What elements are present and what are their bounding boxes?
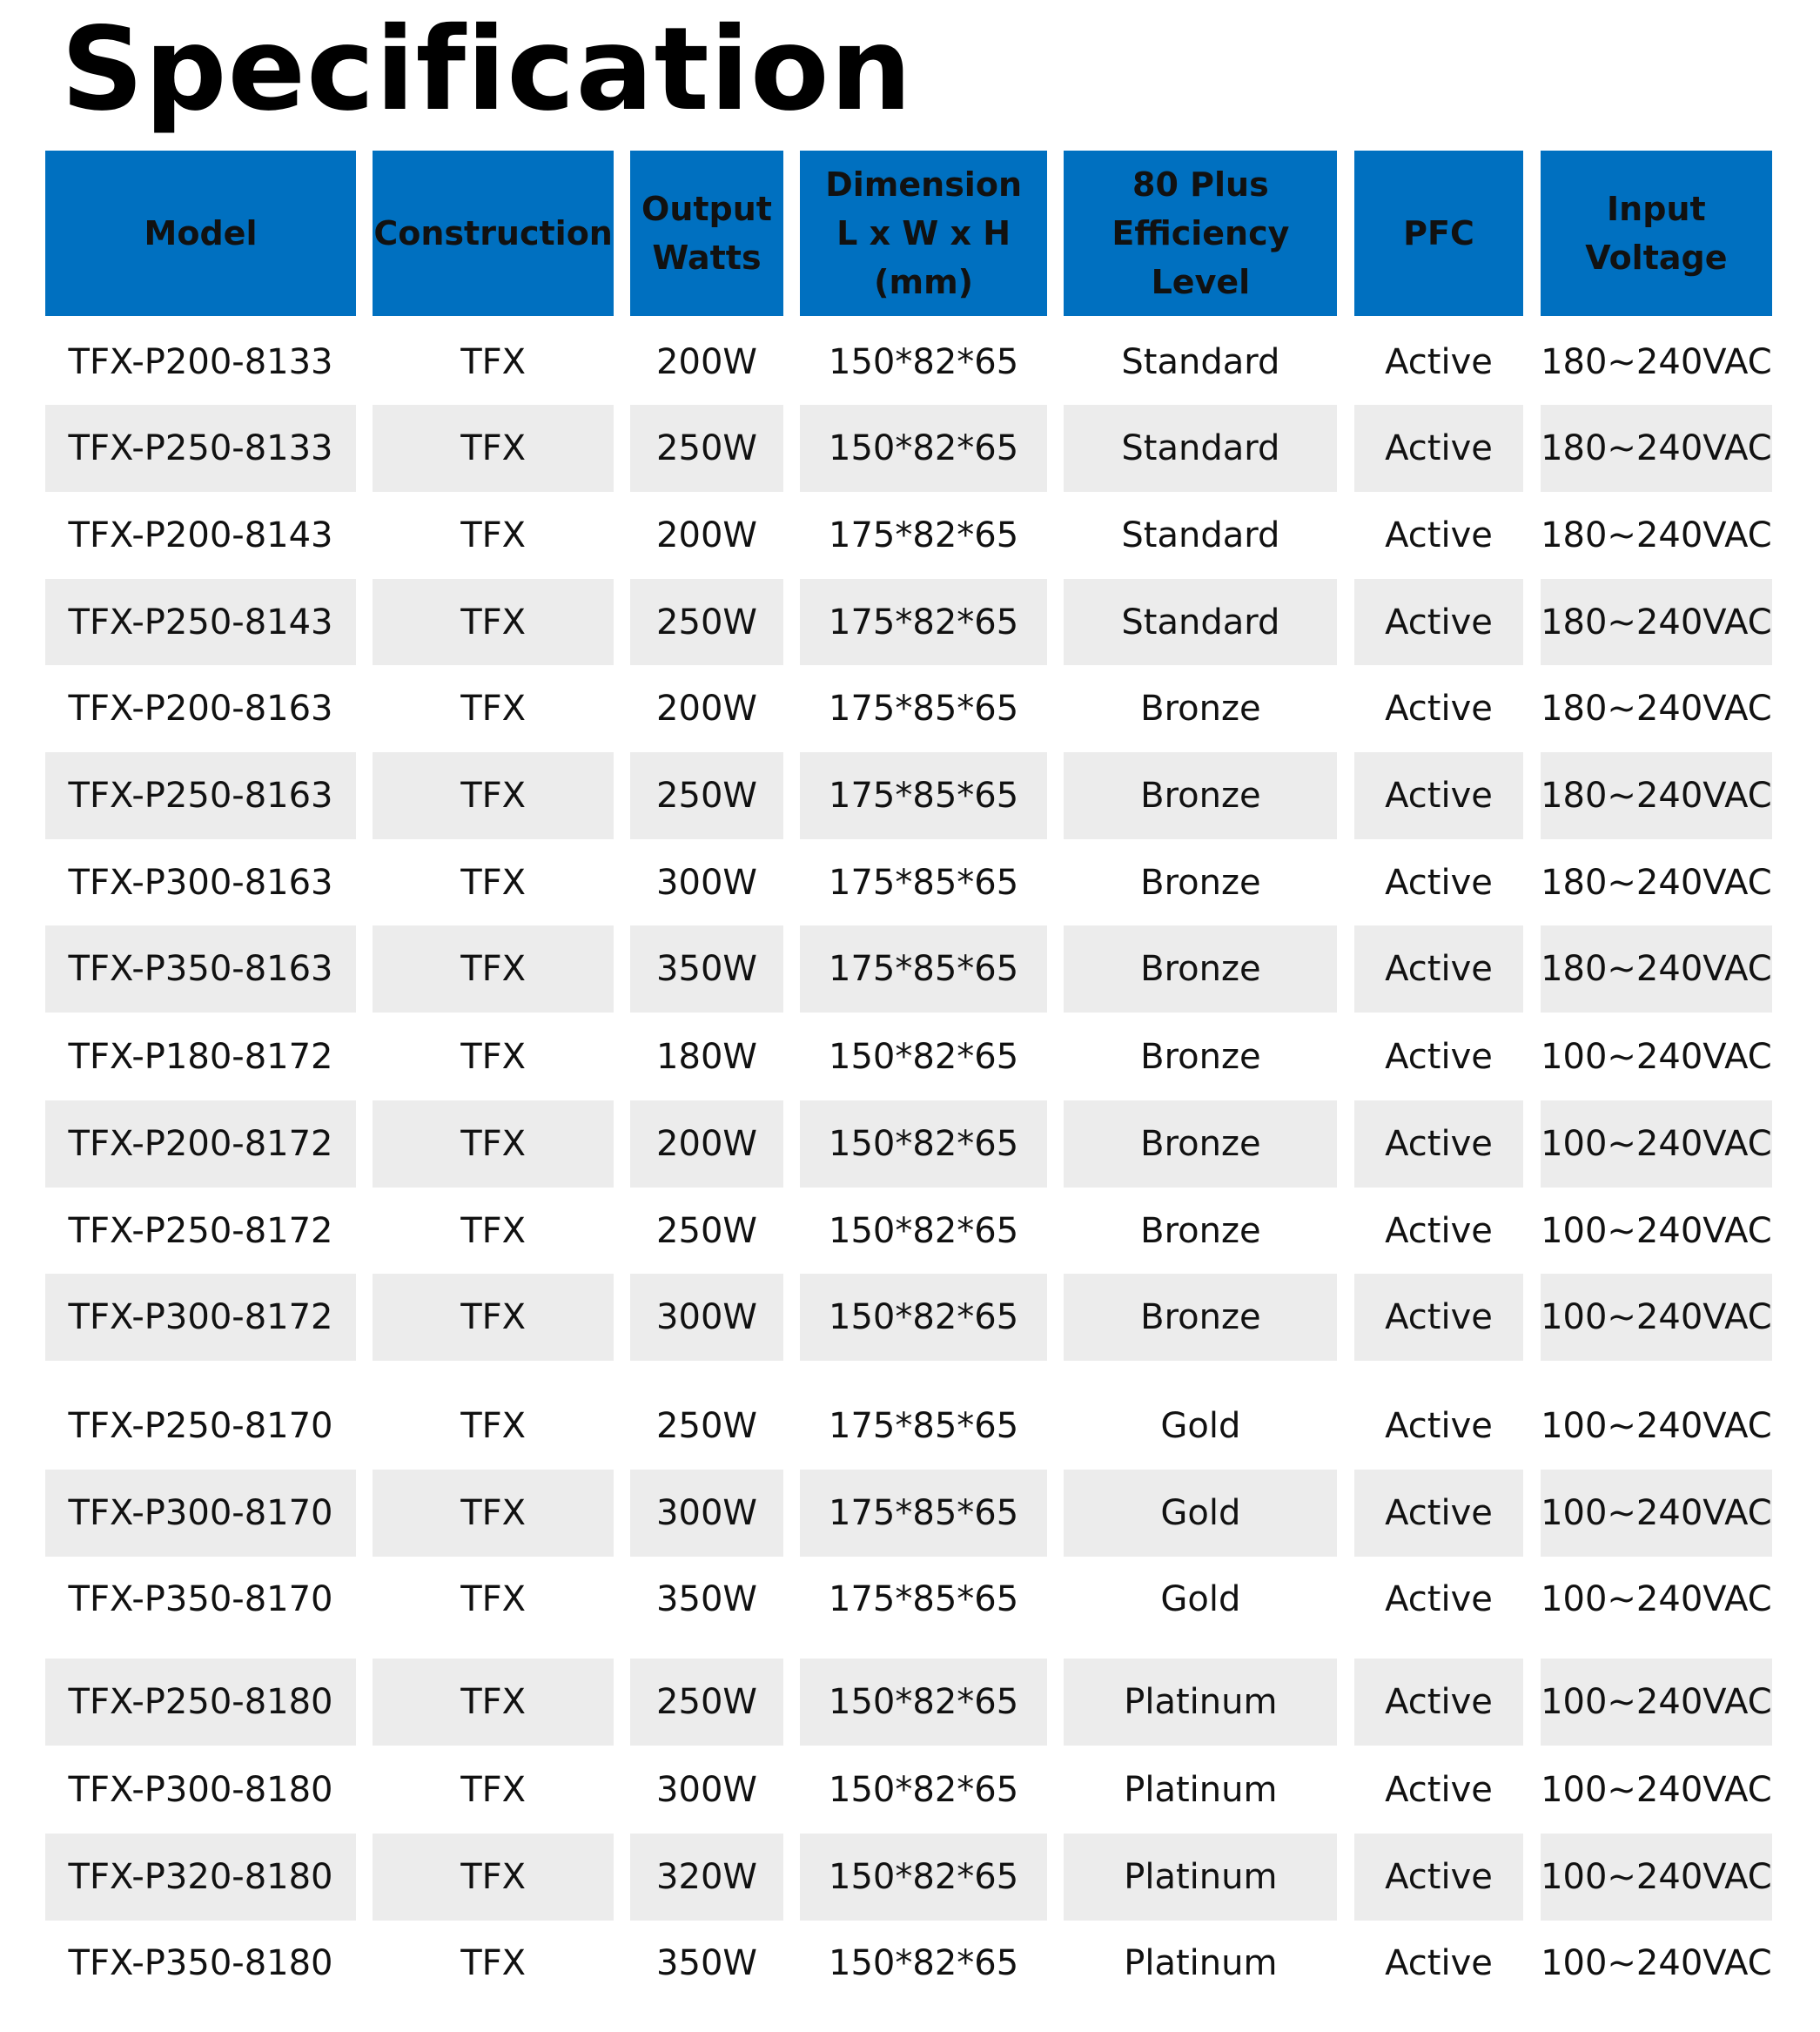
table-cell-dimension: 150*82*65	[800, 1274, 1047, 1361]
table-cell-model: TFX-P180-8172	[68, 1037, 333, 1078]
table-cell-output-watts: 200W	[656, 341, 757, 382]
table-cell-model: TFX-P320-8180	[45, 1834, 356, 1921]
table-cell-pfc: Active	[1385, 1037, 1493, 1078]
table-cell-efficiency-level: Platinum	[1124, 1943, 1278, 1984]
column-header-model: Model	[45, 151, 356, 316]
column-header-construction: Construction	[373, 151, 614, 316]
table-cell-dimension: 150*82*65	[829, 1943, 1019, 1984]
table-cell-efficiency-level: Bronze	[1140, 1210, 1261, 1251]
table-cell-input-voltage: 100~240VAC	[1541, 1274, 1772, 1361]
table-cell-output-watts: 320W	[630, 1834, 782, 1921]
table-cell-model: TFX-P300-8163	[68, 862, 333, 903]
table-cell-output-watts: 350W	[656, 1943, 757, 1984]
table-cell-construction: TFX	[460, 1037, 527, 1078]
table-cell-model: TFX-P250-8163	[45, 752, 356, 839]
table-cell-pfc: Active	[1385, 689, 1493, 730]
table-cell-input-voltage: 100~240VAC	[1541, 1210, 1772, 1251]
table-cell-dimension: 175*85*65	[800, 752, 1047, 839]
table-cell-efficiency-level: Gold	[1160, 1579, 1241, 1620]
table-cell-construction: TFX	[460, 1579, 527, 1620]
table-cell-dimension: 150*82*65	[829, 341, 1019, 382]
table-cell-construction: TFX	[373, 579, 614, 666]
table-cell-input-voltage: 180~240VAC	[1541, 405, 1772, 492]
table-cell-pfc: Active	[1385, 341, 1493, 382]
table-cell-dimension: 150*82*65	[800, 405, 1047, 492]
table-cell-dimension: 175*85*65	[829, 1406, 1019, 1447]
table-cell-output-watts: 250W	[630, 405, 782, 492]
table-cell-pfc: Active	[1354, 1834, 1524, 1921]
column-header-input-voltage: Input Voltage	[1541, 151, 1772, 316]
table-cell-input-voltage: 100~240VAC	[1541, 1659, 1772, 1746]
table-cell-pfc: Active	[1354, 1470, 1524, 1557]
table-cell-efficiency-level: Bronze	[1140, 689, 1261, 730]
table-cell-model: TFX-P300-8170	[45, 1470, 356, 1557]
table-cell-model: TFX-P200-8143	[68, 515, 333, 555]
column-header-pfc: PFC	[1354, 151, 1524, 316]
table-cell-pfc: Active	[1385, 1579, 1493, 1620]
table-cell-input-voltage: 180~240VAC	[1541, 752, 1772, 839]
table-cell-input-voltage: 180~240VAC	[1541, 925, 1772, 1013]
table-cell-construction: TFX	[373, 1659, 614, 1746]
table-cell-dimension: 175*85*65	[829, 862, 1019, 903]
table-cell-output-watts: 250W	[630, 752, 782, 839]
table-cell-input-voltage: 100~240VAC	[1541, 1037, 1772, 1078]
table-cell-output-watts: 350W	[630, 925, 782, 1013]
table-cell-model: TFX-P250-8133	[45, 405, 356, 492]
table-cell-dimension: 175*85*65	[829, 689, 1019, 730]
table-cell-pfc: Active	[1385, 1210, 1493, 1251]
table-cell-input-voltage: 180~240VAC	[1541, 341, 1772, 382]
table-cell-input-voltage: 100~240VAC	[1541, 1770, 1772, 1811]
table-cell-dimension: 175*85*65	[800, 1470, 1047, 1557]
table-cell-model: TFX-P200-8163	[68, 689, 333, 730]
table-cell-efficiency-level: Standard	[1121, 515, 1280, 555]
table-cell-output-watts: 300W	[630, 1274, 782, 1361]
table-cell-efficiency-level: Standard	[1064, 405, 1337, 492]
table-cell-input-voltage: 100~240VAC	[1541, 1943, 1772, 1984]
table-cell-construction: TFX	[460, 1406, 527, 1447]
page-title: Specification	[61, 3, 913, 137]
table-cell-construction: TFX	[460, 689, 527, 730]
table-cell-efficiency-level: Standard	[1121, 341, 1280, 382]
table-cell-construction: TFX	[460, 1210, 527, 1251]
table-cell-efficiency-level: Platinum	[1124, 1770, 1278, 1811]
table-cell-efficiency-level: Gold	[1064, 1470, 1337, 1557]
table-cell-input-voltage: 100~240VAC	[1541, 1579, 1772, 1620]
table-cell-construction: TFX	[373, 925, 614, 1013]
column-header-dimension: Dimension L x W x H (mm)	[800, 151, 1047, 316]
table-cell-output-watts: 300W	[656, 862, 757, 903]
table-cell-efficiency-level: Platinum	[1064, 1834, 1337, 1921]
table-cell-input-voltage: 180~240VAC	[1541, 579, 1772, 666]
table-cell-pfc: Active	[1354, 752, 1524, 839]
table-cell-input-voltage: 100~240VAC	[1541, 1470, 1772, 1557]
table-cell-dimension: 175*82*65	[800, 579, 1047, 666]
table-cell-pfc: Active	[1354, 405, 1524, 492]
table-cell-construction: TFX	[460, 1943, 527, 1984]
table-cell-pfc: Active	[1354, 1100, 1524, 1188]
table-cell-input-voltage: 100~240VAC	[1541, 1100, 1772, 1188]
table-cell-input-voltage: 100~240VAC	[1541, 1834, 1772, 1921]
table-cell-pfc: Active	[1385, 862, 1493, 903]
table-cell-model: TFX-P300-8180	[68, 1770, 333, 1811]
table-cell-model: TFX-P350-8180	[68, 1943, 333, 1984]
table-cell-input-voltage: 180~240VAC	[1541, 862, 1772, 903]
table-cell-model: TFX-P250-8172	[68, 1210, 333, 1251]
table-cell-output-watts: 250W	[656, 1210, 757, 1251]
table-cell-efficiency-level: Bronze	[1140, 862, 1261, 903]
table-cell-model: TFX-P250-8143	[45, 579, 356, 666]
table-cell-output-watts: 200W	[656, 515, 757, 555]
table-cell-construction: TFX	[373, 1274, 614, 1361]
table-cell-model: TFX-P350-8163	[45, 925, 356, 1013]
table-cell-output-watts: 200W	[630, 1100, 782, 1188]
table-cell-pfc: Active	[1385, 1406, 1493, 1447]
table-cell-output-watts: 300W	[630, 1470, 782, 1557]
table-cell-efficiency-level: Platinum	[1064, 1659, 1337, 1746]
table-cell-model: TFX-P200-8172	[45, 1100, 356, 1188]
table-cell-model: TFX-P250-8180	[45, 1659, 356, 1746]
table-cell-dimension: 150*82*65	[829, 1210, 1019, 1251]
table-cell-construction: TFX	[373, 752, 614, 839]
table-cell-pfc: Active	[1385, 515, 1493, 555]
table-cell-dimension: 150*82*65	[800, 1100, 1047, 1188]
table-cell-construction: TFX	[373, 405, 614, 492]
table-cell-model: TFX-P300-8172	[45, 1274, 356, 1361]
table-cell-output-watts: 200W	[656, 689, 757, 730]
table-cell-construction: TFX	[373, 1834, 614, 1921]
table-cell-construction: TFX	[373, 1100, 614, 1188]
table-cell-output-watts: 250W	[656, 1406, 757, 1447]
table-cell-dimension: 150*82*65	[800, 1834, 1047, 1921]
table-cell-output-watts: 250W	[630, 1659, 782, 1746]
table-cell-dimension: 175*85*65	[800, 925, 1047, 1013]
table-cell-efficiency-level: Bronze	[1064, 925, 1337, 1013]
table-cell-input-voltage: 180~240VAC	[1541, 515, 1772, 555]
table-cell-output-watts: 350W	[656, 1579, 757, 1620]
table-cell-output-watts: 250W	[630, 579, 782, 666]
table-cell-output-watts: 300W	[656, 1770, 757, 1811]
table-cell-model: TFX-P250-8170	[68, 1406, 333, 1447]
table-cell-output-watts: 180W	[656, 1037, 757, 1078]
table-cell-dimension: 150*82*65	[800, 1659, 1047, 1746]
table-cell-efficiency-level: Gold	[1160, 1406, 1241, 1447]
table-cell-pfc: Active	[1385, 1943, 1493, 1984]
table-cell-construction: TFX	[460, 515, 527, 555]
table-cell-input-voltage: 180~240VAC	[1541, 689, 1772, 730]
table-cell-construction: TFX	[460, 1770, 527, 1811]
table-cell-pfc: Active	[1354, 1659, 1524, 1746]
table-cell-input-voltage: 100~240VAC	[1541, 1406, 1772, 1447]
table-cell-construction: TFX	[460, 862, 527, 903]
table-cell-construction: TFX	[460, 341, 527, 382]
table-cell-dimension: 150*82*65	[829, 1037, 1019, 1078]
table-cell-pfc: Active	[1354, 579, 1524, 666]
table-cell-pfc: Active	[1354, 925, 1524, 1013]
table-cell-pfc: Active	[1354, 1274, 1524, 1361]
table-cell-construction: TFX	[373, 1470, 614, 1557]
table-cell-efficiency-level: Bronze	[1140, 1037, 1261, 1078]
table-cell-model: TFX-P200-8133	[68, 341, 333, 382]
table-cell-efficiency-level: Bronze	[1064, 1100, 1337, 1188]
table-cell-dimension: 150*82*65	[829, 1770, 1019, 1811]
table-cell-model: TFX-P350-8170	[68, 1579, 333, 1620]
table-cell-dimension: 175*82*65	[829, 515, 1019, 555]
column-header-output-watts: Output Watts	[630, 151, 782, 316]
table-cell-dimension: 175*85*65	[829, 1579, 1019, 1620]
table-cell-efficiency-level: Bronze	[1064, 1274, 1337, 1361]
table-cell-efficiency-level: Standard	[1064, 579, 1337, 666]
table-cell-pfc: Active	[1385, 1770, 1493, 1811]
table-cell-efficiency-level: Bronze	[1064, 752, 1337, 839]
column-header-efficiency-level: 80 Plus Efficiency Level	[1064, 151, 1337, 316]
